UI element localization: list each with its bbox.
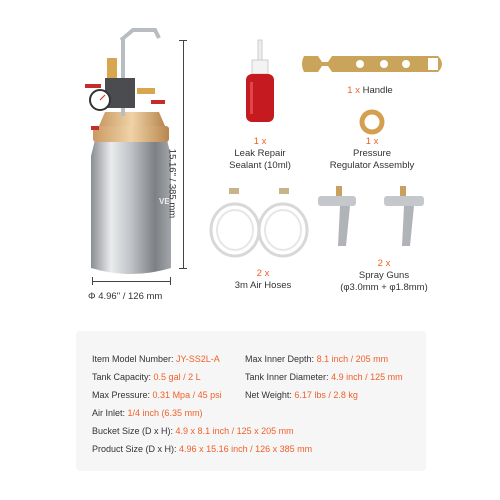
handle-qty: 1 x — [347, 85, 360, 96]
spec-label: Product Size (D x H): — [92, 444, 177, 454]
spec-value: 0.5 gal / 2 L — [153, 372, 201, 382]
diameter-dimension-label: Φ 4.96" / 126 mm — [88, 291, 163, 302]
sealant-qty: 1 x — [253, 136, 267, 147]
spec-value: 1/4 inch (6.35 mm) — [127, 408, 203, 418]
spec-tank-capacity — [92, 372, 201, 382]
guns-label — [334, 258, 434, 294]
sealant-label — [218, 136, 302, 172]
spec-net-weight — [245, 390, 358, 400]
spec-label: Tank Inner Diameter: — [245, 372, 329, 382]
spec-label: Item Model Number: — [92, 354, 174, 364]
regulator-label — [318, 136, 426, 172]
handle-label — [330, 85, 410, 97]
spec-max-inner-depth — [245, 354, 388, 364]
spec-label: Max Pressure: — [92, 390, 151, 400]
spec-max-pressure — [92, 390, 222, 400]
hoses-label — [228, 268, 298, 292]
air-hoses-image — [205, 182, 315, 264]
spec-model-number — [92, 354, 220, 364]
pressure-regulator-ring-image — [359, 109, 385, 135]
height-dimension-line — [183, 40, 184, 268]
spec-label: Bucket Size (D x H): — [92, 426, 174, 436]
spec-label: Net Weight: — [245, 390, 292, 400]
spec-product-size — [92, 444, 312, 454]
svg-text:VE: VE — [159, 197, 170, 206]
guns-qty: 2 x — [377, 258, 391, 269]
guns-name-line1: Spray Guns — [358, 270, 410, 281]
spec-label: Max Inner Depth: — [245, 354, 315, 364]
height-dimension-cap-bottom — [179, 268, 187, 269]
spec-label: Tank Capacity: — [92, 372, 152, 382]
spec-label: Air Inlet: — [92, 408, 126, 418]
sealant-name-line1: Leak Repair — [234, 148, 286, 159]
diameter-dimension-cap-right — [170, 277, 171, 285]
sealant-bottle-image — [240, 38, 280, 124]
hoses-name: 3m Air Hoses — [234, 280, 292, 291]
spec-value: 4.9 inch / 125 mm — [331, 372, 403, 382]
regulator-name-line2: Regulator Assembly — [329, 160, 415, 171]
height-dimension-cap-top — [179, 40, 187, 41]
spec-value: 6.17 lbs / 2.8 kg — [294, 390, 358, 400]
regulator-qty: 1 x — [365, 136, 379, 147]
diameter-dimension-line — [92, 281, 170, 282]
spec-value: 4.9 x 8.1 inch / 125 x 205 mm — [175, 426, 294, 436]
spec-air-inlet — [92, 408, 203, 418]
hoses-qty: 2 x — [256, 268, 270, 279]
sealant-name-line2: Sealant (10ml) — [229, 160, 291, 171]
handle-wrench-image — [298, 46, 448, 82]
regulator-name-line1: Pressure — [352, 148, 391, 159]
spec-value: JY-SS2L-A — [176, 354, 220, 364]
spec-value: 0.31 Mpa / 45 psi — [152, 390, 222, 400]
spray-guns-image — [314, 182, 444, 260]
handle-name: Handle — [362, 85, 393, 96]
height-dimension-label: 15.16" / 385 mm — [166, 148, 178, 219]
spec-value: 8.1 inch / 205 mm — [316, 354, 389, 364]
spec-value: 4.96 x 15.16 inch / 126 x 385 mm — [179, 444, 313, 454]
spec-bucket-size — [92, 426, 294, 436]
spec-tank-inner-diameter — [245, 372, 403, 382]
diameter-dimension-cap-left — [92, 277, 93, 285]
guns-name-line2: (φ3.0mm + φ1.8mm) — [340, 282, 428, 293]
